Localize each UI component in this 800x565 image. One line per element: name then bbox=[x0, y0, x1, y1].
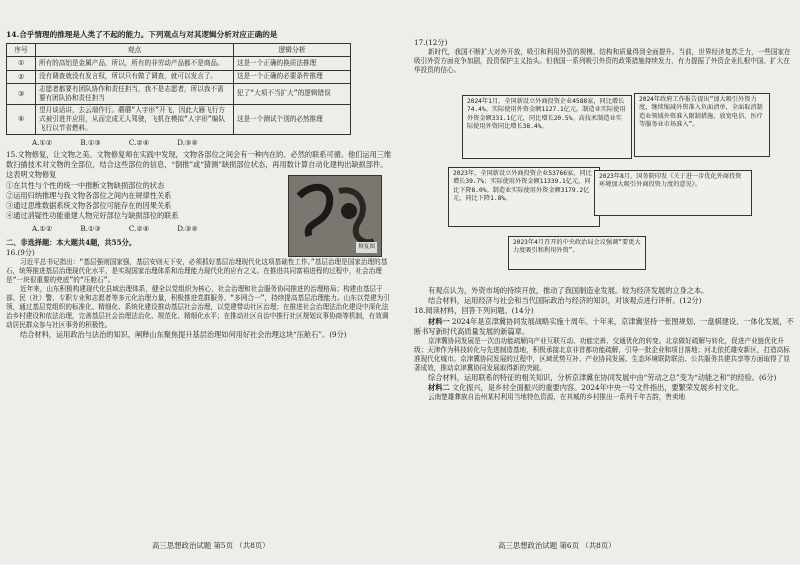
data-box: 2023年4月召开的中央政治局会议强调“要更大力度吸引和利用外资”。 bbox=[508, 236, 646, 270]
row-number: ② bbox=[7, 70, 36, 83]
row-analysis: 这是一个正确的换质法推理 bbox=[234, 57, 351, 70]
artifact-restoration-photo bbox=[288, 175, 382, 257]
option-b: B.①③ bbox=[80, 137, 101, 147]
list-item: ①在共性与个性的统一中推断文物缺损部位的状态 bbox=[6, 180, 165, 190]
list-item: ③通过思维数据系统文物各部位可能存在的因果关系 bbox=[6, 201, 172, 211]
material-1-prompt: 综合材料，运用联系的特征的相关知识，分析京津冀在协同发展中由“劳动之总”变为“动能之和”的经验。(6分) bbox=[428, 373, 777, 383]
material-2-paragraph: 云南楚雄彝族自治州某村利用当地特色资源，在其城的乡村推出一系列千年古韵，售卖地 bbox=[428, 393, 686, 402]
question-17-prompt: 结合材料，运用经济与社会和当代国际政治与经济的知识，对该观点进行评析。(12分) bbox=[428, 296, 702, 306]
row-number: ① bbox=[7, 57, 36, 70]
row-view: 望月谈话讲，去云端作行。蘑蘑“人字形”开飞，因此大雁飞行方式被引进并应用，从而完成无人驾驶，飞机在模拟“人字形”编队飞行以节省燃料。 bbox=[36, 104, 234, 134]
question-14-options bbox=[32, 138, 392, 148]
table-row bbox=[7, 104, 351, 134]
material-1-paragraph: 京津冀协同发展是一次由功能疏解向产业互联互动、功能完善、交通优化的转变。北京做好疏解与转化，促进产业链优化升级；天津作为科技转化与先进制造基地，积极承接北京非首都功能疏解，引导一批企业和项目落地；河北依托雄安新区，打造高标准现代化城市。京津冀协同发展的过程中，区域优势互补、产业协同发展、生态环境联防联治、公共服务共建共享等方面取得了显著成效，推动京津冀协同发展取得新的突破。 bbox=[414, 337, 790, 373]
row-view: 没有调查就没有发言权，所以只有做了调查，就可以发言了。 bbox=[36, 70, 234, 83]
question-17-number: 17.(12分) bbox=[414, 38, 448, 47]
data-box: 2023年8月，国务院印发《关于进一步优化外商投资环境加大吸引外商投资力度的意见》。 bbox=[594, 170, 752, 216]
option-d: D.③④ bbox=[177, 224, 198, 234]
option-b: B.①③ bbox=[80, 224, 101, 234]
material-1-label: 材料一 bbox=[428, 316, 450, 326]
material-2-text: 文化振兴，是乡村全面振兴的重要内容。2024年中央一号文件指出，要繁荣发展乡村文化。 bbox=[451, 383, 744, 393]
data-box: 2023年，全国新设立外商投资企业53766家，同比增长39.7%；实际使用外资金额11339.1亿元，同比下降8.0%。制造业实际使用外资金额3179.2亿元，同比下降1.8%。 bbox=[448, 167, 600, 227]
material-2-label: 材料二 bbox=[428, 383, 450, 393]
option-d: D.③④ bbox=[177, 137, 198, 147]
data-box: 2024年1月，全国新设立外商投资企业4588家，同比增长74.4%。实际使用外资金额1127.1亿元。制造业实际使用外资金额331.1亿元，同比增长20.5%。高技术制造业实际使用外资同比增长38.4%。 bbox=[462, 95, 632, 159]
row-view: 志愿者都要有团队协作和责任担当，我不是志愿者，所以我不需要有团队协和责任担当 bbox=[36, 83, 234, 104]
question-18-heading: 18.阅读材料，回答下列问题。(14分) bbox=[414, 306, 534, 316]
table-row bbox=[7, 57, 351, 70]
photo-caption: 修复图 bbox=[356, 242, 377, 252]
page-6 bbox=[414, 38, 796, 75]
question-17-paragraph: 新时代，我国不断扩大对外开放，吸引和利用外资的规模、结构和质量得到全面提升。当前，世界经济复苏乏力，一些国家在吸引外资方面竞争加剧，投资保护主义抬头。但我国一系列吸引外资的政策措施持续发力，有力提振了外资企业扎根中国、扩大在华投资的信心。 bbox=[414, 48, 791, 75]
question-16-paragraph: 习近平总书记指出：“基层强则国家强，基层安则天下安，必须抓好基层治理现代化这项基础性工作。”基层治理是国家治理的基石，统筹推进基层治理现代化水平，是实现国家治理体系和治理能力现代化的应有之义。在推进共同富裕进程的过程中，社会治理是“一块很重要的兜底”的“压舱石”。 bbox=[6, 258, 388, 285]
page-footer: 高三思想政治试题 第5页 （共8页） bbox=[152, 541, 270, 550]
row-view: 所有的高铝是金属产品，所以，所有的非劳动产品都不是商品。 bbox=[36, 57, 234, 70]
row-analysis: 这是一个测试个别的必然推理 bbox=[234, 104, 351, 134]
question-16-prompt: 结合材料，运用政治与法治的知识，阐释山东聚焦提升基层治理如何用好社会治理这块“压舱石”。(9分) bbox=[20, 330, 347, 340]
option-a: A.①② bbox=[32, 224, 53, 234]
question-14-table bbox=[6, 43, 351, 135]
row-analysis: 犯了“大项不当扩大”的逻辑错误 bbox=[234, 83, 351, 104]
row-analysis: 这是一个正确的必要条件推理 bbox=[234, 70, 351, 83]
option-c: C.②④ bbox=[128, 137, 150, 147]
table-header: 序号 bbox=[7, 44, 36, 57]
table-header: 观点 bbox=[36, 44, 234, 57]
option-a: A.①② bbox=[32, 137, 53, 147]
table-row bbox=[7, 70, 351, 83]
table-header: 逻辑分析 bbox=[234, 44, 351, 57]
question-16-paragraph: 近年来，山东积极构建现代化县域治理体系，健全以党组织为核心，社会治理和社会服务协同推进的治理格局；构建由基层干部、民（社）警、专职专业和志愿者等多元化治理力量，积极推进党群服务、“多网合一”，持续提高基层治理能力。山东以党建为引领，通过基层党组织的标准化、精细化、系统化建设推动基层社会治理，以党建带动社区治理；在推进社会治理法治化建设中深化法治乡村建设和依法治理，完善基层社会治理法治化、规范化、精细化水平；在推动社区自治中推行社区规划议事协商等机制，有效调动居民群众参与社区事务的积极性。 bbox=[6, 285, 390, 330]
page-5 bbox=[6, 30, 392, 340]
option-c: C.②④ bbox=[128, 224, 150, 234]
question-17-viewpoint: 有观点认为，外资市场的持续开放，推动了我国制造业发展。较为经济发展的立身之本。 bbox=[428, 286, 709, 295]
table-row bbox=[7, 83, 351, 104]
page-6-lower bbox=[414, 286, 796, 402]
section-2-heading: 二、非选择题：本大题共4题，共55分。 bbox=[6, 237, 137, 247]
question-16-number: 16.(9分) bbox=[6, 247, 35, 257]
material-1-text: 2024年是京津冀协同发展战略实施十周年。十年来，京津冀坚持一张图规划、一盘棋建设、一体化发展，不断书写新时代高质量发展的新篇章。 bbox=[414, 316, 794, 336]
question-14-stem: 14.合乎情理的推理是人类了不起的能力。下列观点与对其逻辑分析对应正确的是 bbox=[6, 30, 278, 39]
list-item: ④通过消疑性功能重建人物完好部位与缺损部位的联系 bbox=[6, 211, 179, 221]
row-number: ④ bbox=[7, 104, 36, 134]
data-box: 2024年政府工作报告提出“加大吸引外资力度，继续缩减外资准入负面清单，全面取消制造业领域外资准入限制措施，放宽电信、医疗等服务业市场准入”。 bbox=[634, 93, 770, 157]
question-15-stem: 15.文物修复，让文物之美。文物修复师在实践中发现，文物各部位之间会有一种内在的、必然的联系可循。他们运用三维数扫描技术对文物的全部位，结合这些部位的信息，“倒推”或“猜测”缺损部位状态，再用数计算自动化建构出缺损部件。这表明文物修复 bbox=[6, 150, 392, 180]
list-item: ②运用归纳推理与我文物各部位之间内在规律性关系 bbox=[6, 190, 172, 200]
row-number: ③ bbox=[7, 83, 36, 104]
page-footer: 高三思想政治试题 第6页 （共8页） bbox=[498, 541, 616, 550]
